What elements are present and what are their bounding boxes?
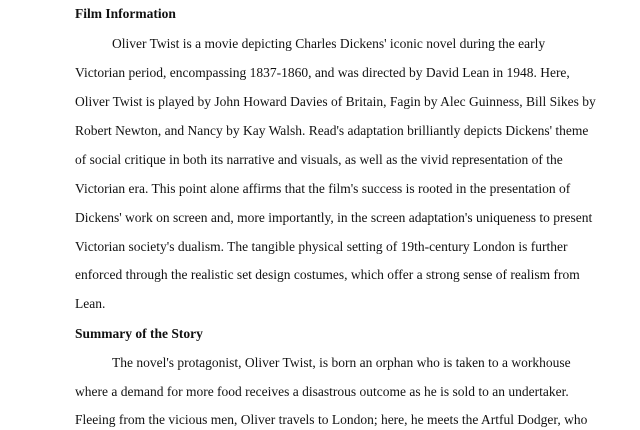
paragraph-line: enforced through the realistic set design costumes, which offer a strong sense of realism from	[75, 267, 580, 282]
paragraph-line: Victorian society's dualism. The tangible physical setting of 19th-century London is further	[75, 239, 568, 254]
paragraph-line: where a demand for more food receives a disastrous outcome as he is sold to an undertaker.	[75, 384, 569, 399]
paragraph-line: Oliver Twist is a movie depicting Charles Dickens' iconic novel during the early	[112, 36, 546, 51]
paragraph-line: of social critique in both its narrative and visuals, as well as the vivid representation of the	[75, 152, 563, 167]
paragraph-line: Victorian era. This point alone affirms that the film's success is rooted in the presentation of	[75, 181, 571, 196]
paragraph-line: Lean.	[75, 296, 106, 311]
paragraph-line: Robert Newton, and Nancy by Kay Walsh. Read's adaptation brilliantly depicts Dickens' theme	[75, 123, 589, 138]
section-heading-film-information: Film Information	[75, 6, 176, 21]
paragraph-line: Oliver Twist is played by John Howard Davies of Britain, Fagin by Alec Guinness, Bill Sikes by	[75, 94, 596, 109]
paragraph-line: Fleeing from the vicious men, Oliver travels to London; here, he meets the Artful Dodger, who	[75, 412, 588, 427]
section-heading-summary-of-the-story: Summary of the Story	[75, 326, 203, 341]
paragraph-line: The novel's protagonist, Oliver Twist, is born an orphan who is taken to a workhouse	[112, 355, 571, 370]
paragraph-line: Victorian period, encompassing 1837-1860, and was directed by David Lean in 1948. Here,	[75, 65, 570, 80]
paragraph-line: Dickens' work on screen and, more importantly, in the screen adaptation's uniqueness to present	[75, 210, 593, 225]
